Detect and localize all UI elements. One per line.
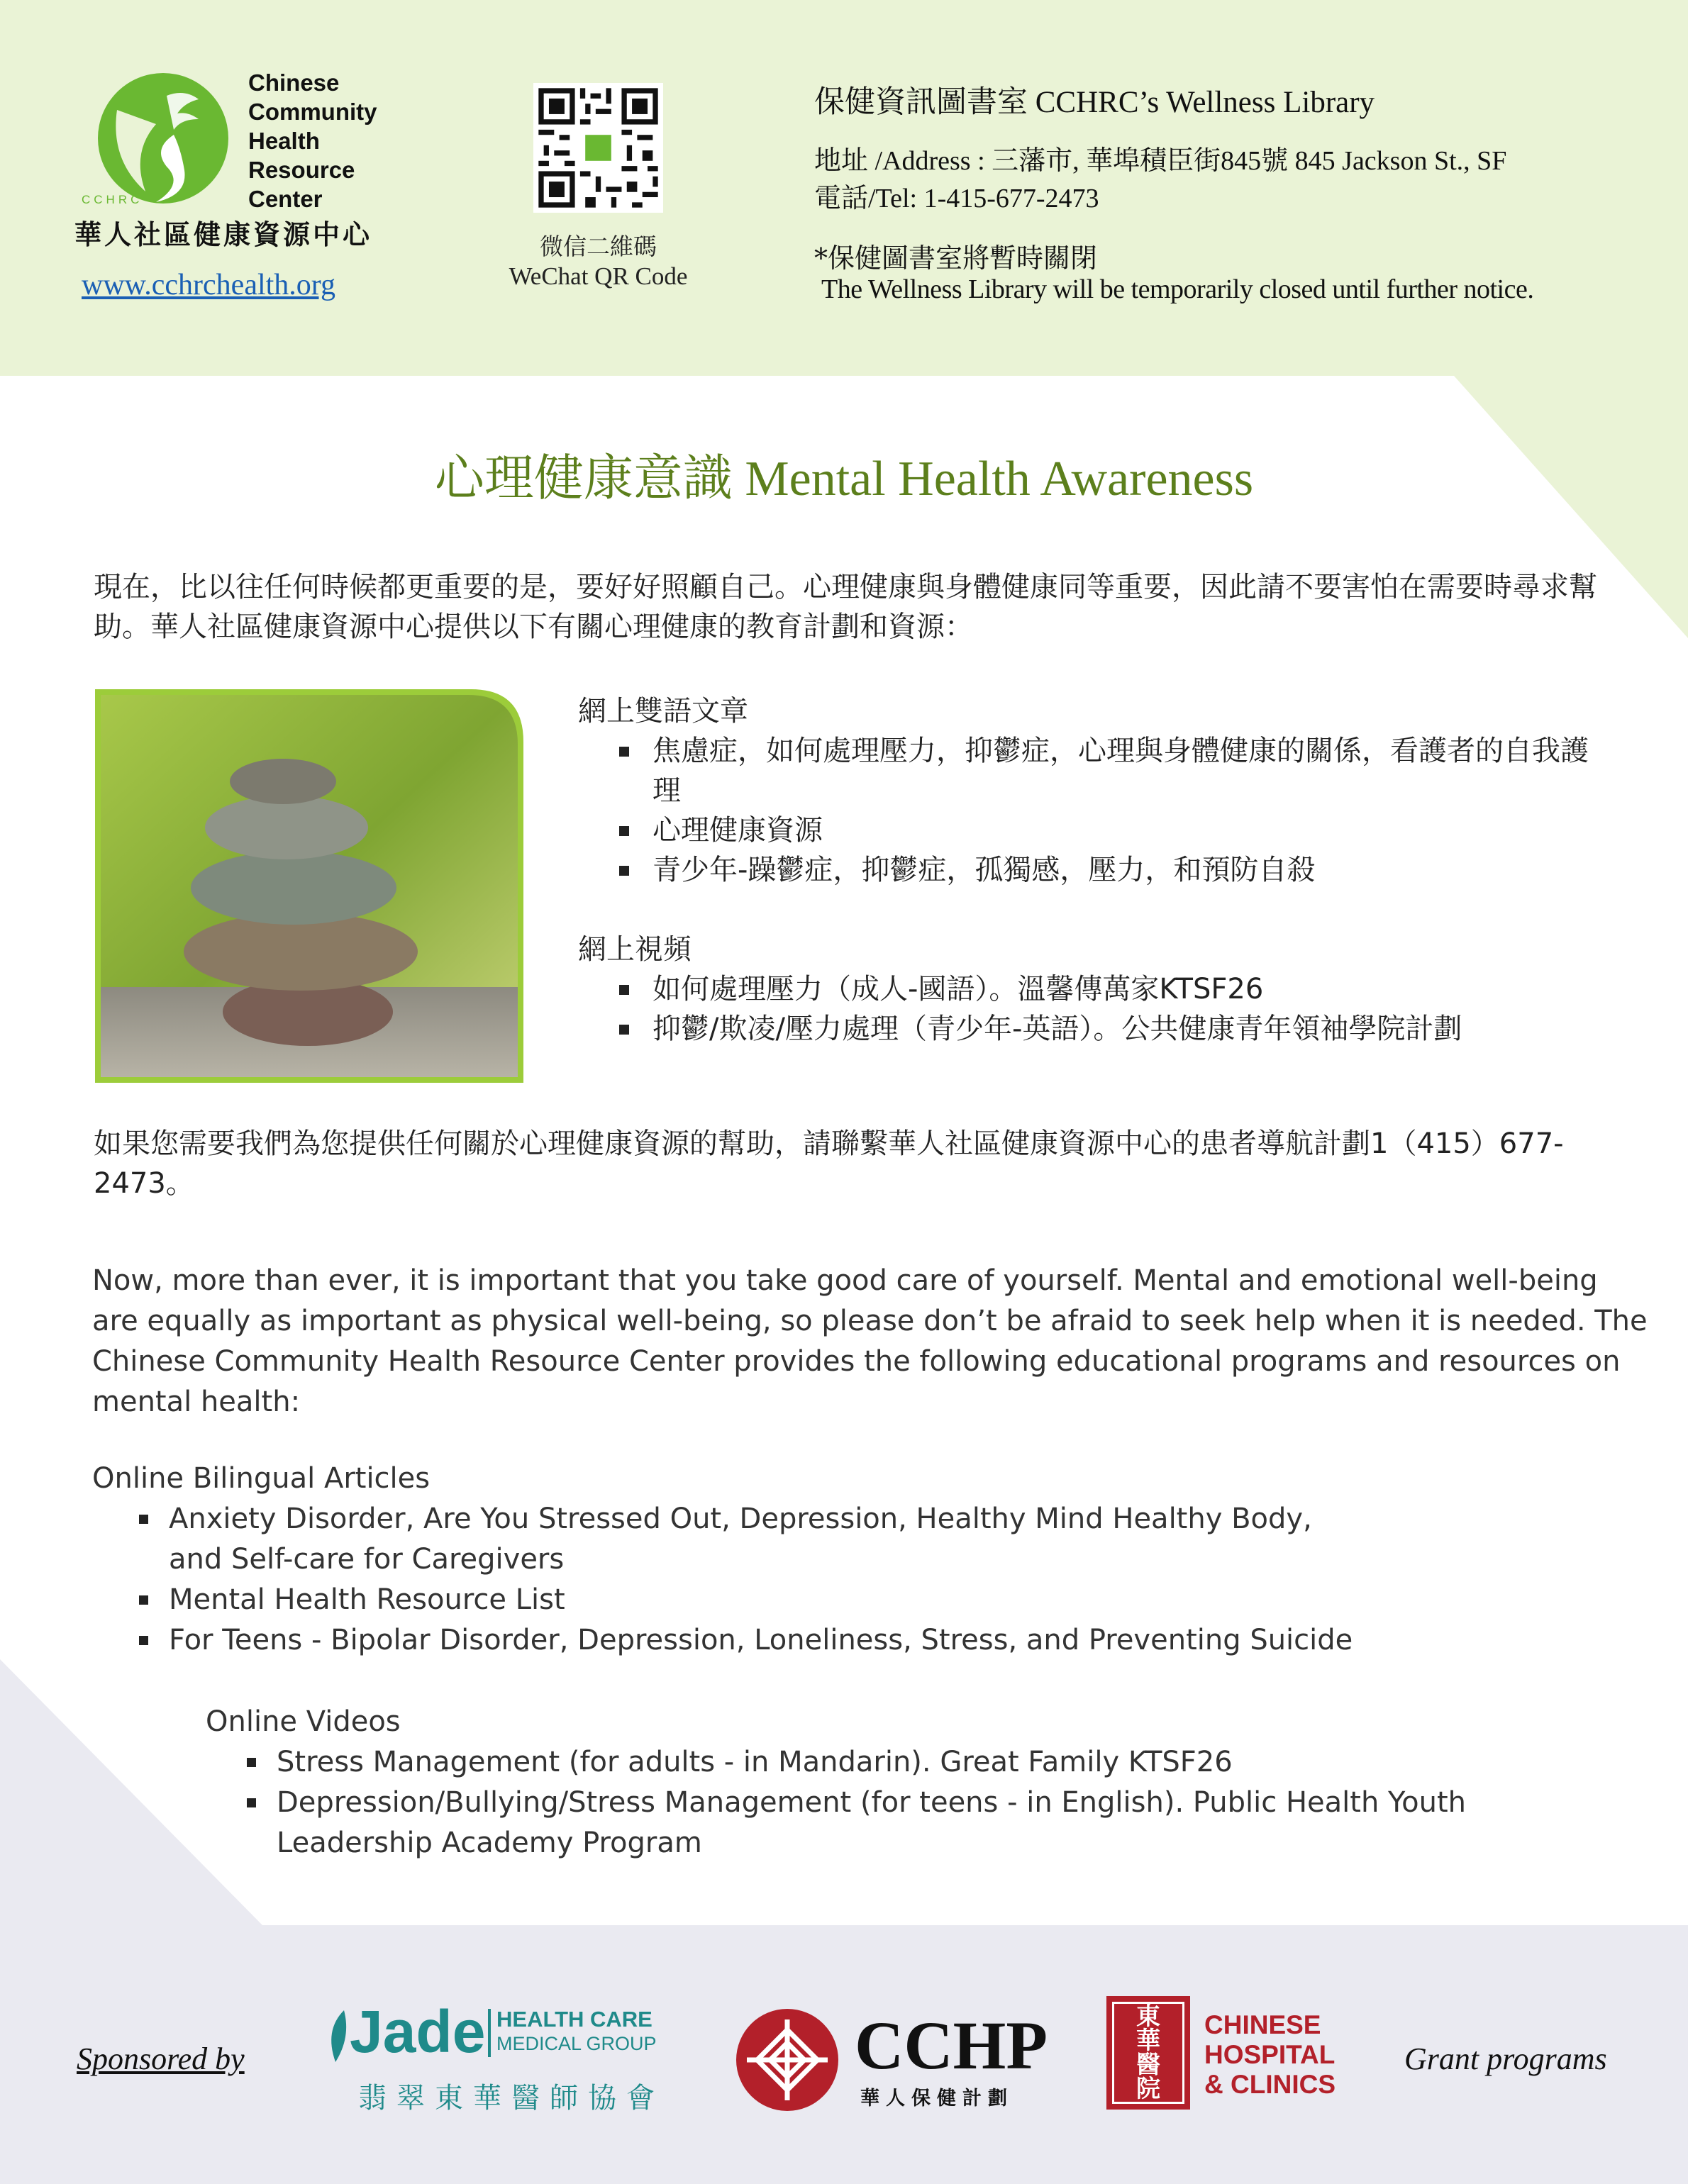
jade-leaf-icon [323, 2009, 351, 2066]
list-item: 青少年-躁鬱症，抑鬱症，孤獨感，壓力，和預防自殺 [613, 850, 1599, 890]
jade-line1: HEALTH CARE [496, 2007, 653, 2032]
english-videos-section [206, 1702, 1553, 1863]
jade-line2: MEDICAL GROUP [496, 2033, 657, 2054]
jade-health-care-logo [323, 1996, 677, 2117]
cchp-logo [734, 2003, 1048, 2117]
contact-chinese: 如果您需要我們為您提供任何關於心理健康資源的幫助，請聯繫華人社區健康資源中心的患者導航計劃1（415）677-2473。 [94, 1127, 1564, 1200]
stacked-stones-photo [95, 689, 523, 1083]
page-title: 心理健康意識 Mental Health Awareness [434, 452, 1254, 506]
chinese-hospital-line2: HOSPITAL [1204, 2040, 1336, 2069]
chinese-hospital-seal-text: 東華醫院 [1136, 2002, 1160, 2103]
zh-articles-list [578, 731, 1599, 890]
library-phone: 電話/Tel: 1-415-677-2473 [814, 184, 1099, 213]
library-title: 保健資訊圖書室 CCHRC’s Wellness Library [814, 86, 1375, 119]
library-address: 地址 /Address : 三藩市, 華埠積臣街845號 845 Jackson St., SF [814, 146, 1507, 176]
list-item: 抑鬱/欺凌/壓力處理（青少年-英語）。公共健康青年領袖學院計劃 [613, 1009, 1599, 1049]
chinese-hospital-seal-icon [1106, 1996, 1190, 2110]
list-item: 焦慮症，如何處理壓力，抑鬱症，心理與身體健康的關係，看護者的自我護理 [613, 731, 1599, 810]
intro-chinese: 現在，比以往任何時候都更重要的是，要好好照顧自己。心理健康與身體健康同等重要，因此請不要害怕在需要時尋求幫助。華人社區健康資源中心提供以下有關心理健康的教育計劃和資源： [94, 571, 1597, 643]
wechat-qr-code-icon [533, 83, 663, 213]
english-articles-section [92, 1459, 1582, 1661]
list-item: Mental Health Resource List [133, 1580, 1582, 1620]
cchp-chinese-name: 華人保健計劃 [860, 2088, 1014, 2110]
jade-chinese-name: 翡翠東華醫師協會 [358, 2082, 665, 2115]
intro-english: Now, more than ever, it is important that you take good care of yourself. Mental and emotional well-being are equally as important as physical well-being, so please don’t be afraid to seek help when it is needed. The Chinese Community Health Resource Center provides the following educational programs and resources on mental health: [92, 1264, 1648, 1418]
org-abbreviation: CCHRC [82, 193, 143, 206]
library-closure-notice-english: The Wellness Library will be temporarily closed until further notice. [821, 274, 1534, 304]
qr-label-english: WeChat QR Code [509, 262, 688, 290]
jade-name: Jade [350, 1998, 486, 2065]
cchp-knot-icon [734, 2007, 840, 2113]
jade-divider [488, 2009, 491, 2057]
org-name-english: Chinese Community Health Resource Center [248, 69, 377, 212]
list-item: Depression/Bullying/Stress Management (for teens - in English). Public Health Youth Leadership Academy Program [241, 1783, 1553, 1863]
chinese-hospital-line3: & CLINICS [1204, 2070, 1336, 2099]
chinese-hospital-logo [1106, 1996, 1340, 2117]
list-item: 如何處理壓力（成人-國語）。溫馨傳萬家KTSF26 [613, 969, 1599, 1009]
chinese-hospital-line1: CHINESE [1204, 2010, 1321, 2039]
en-articles-heading: Online Bilingual Articles [92, 1462, 431, 1495]
zh-videos-list [578, 969, 1599, 1049]
en-articles-list [92, 1499, 1582, 1661]
org-name-chinese: 華人社區健康資源中心 [74, 218, 373, 250]
qr-label-chinese: 微信二維碼 [540, 233, 657, 260]
chinese-resource-lists [578, 691, 1599, 1049]
cchp-name: CCHP [855, 2007, 1048, 2083]
sponsored-by-label: Sponsored by [77, 2041, 245, 2076]
list-item: Stress Management (for adults - in Mandarin). Great Family KTSF26 [241, 1742, 1553, 1783]
website-link[interactable]: www.cchrchealth.org [82, 269, 336, 301]
grant-programs-label: Grant programs [1404, 2041, 1607, 2076]
en-videos-heading: Online Videos [206, 1705, 401, 1738]
en-videos-list [206, 1742, 1553, 1863]
zh-articles-heading: 網上雙語文章 [578, 695, 748, 728]
list-item: 心理健康資源 [613, 810, 1599, 850]
list-item: For Teens - Bipolar Disorder, Depression, Loneliness, Stress, and Preventing Suicide [133, 1620, 1582, 1661]
list-item: Anxiety Disorder, Are You Stressed Out, Depression, Healthy Mind Healthy Body, and Self-care for Caregivers [133, 1499, 1582, 1580]
zh-videos-heading: 網上視頻 [578, 933, 692, 966]
library-closure-notice-chinese: *保健圖書室將暫時關閉 [814, 243, 1098, 274]
